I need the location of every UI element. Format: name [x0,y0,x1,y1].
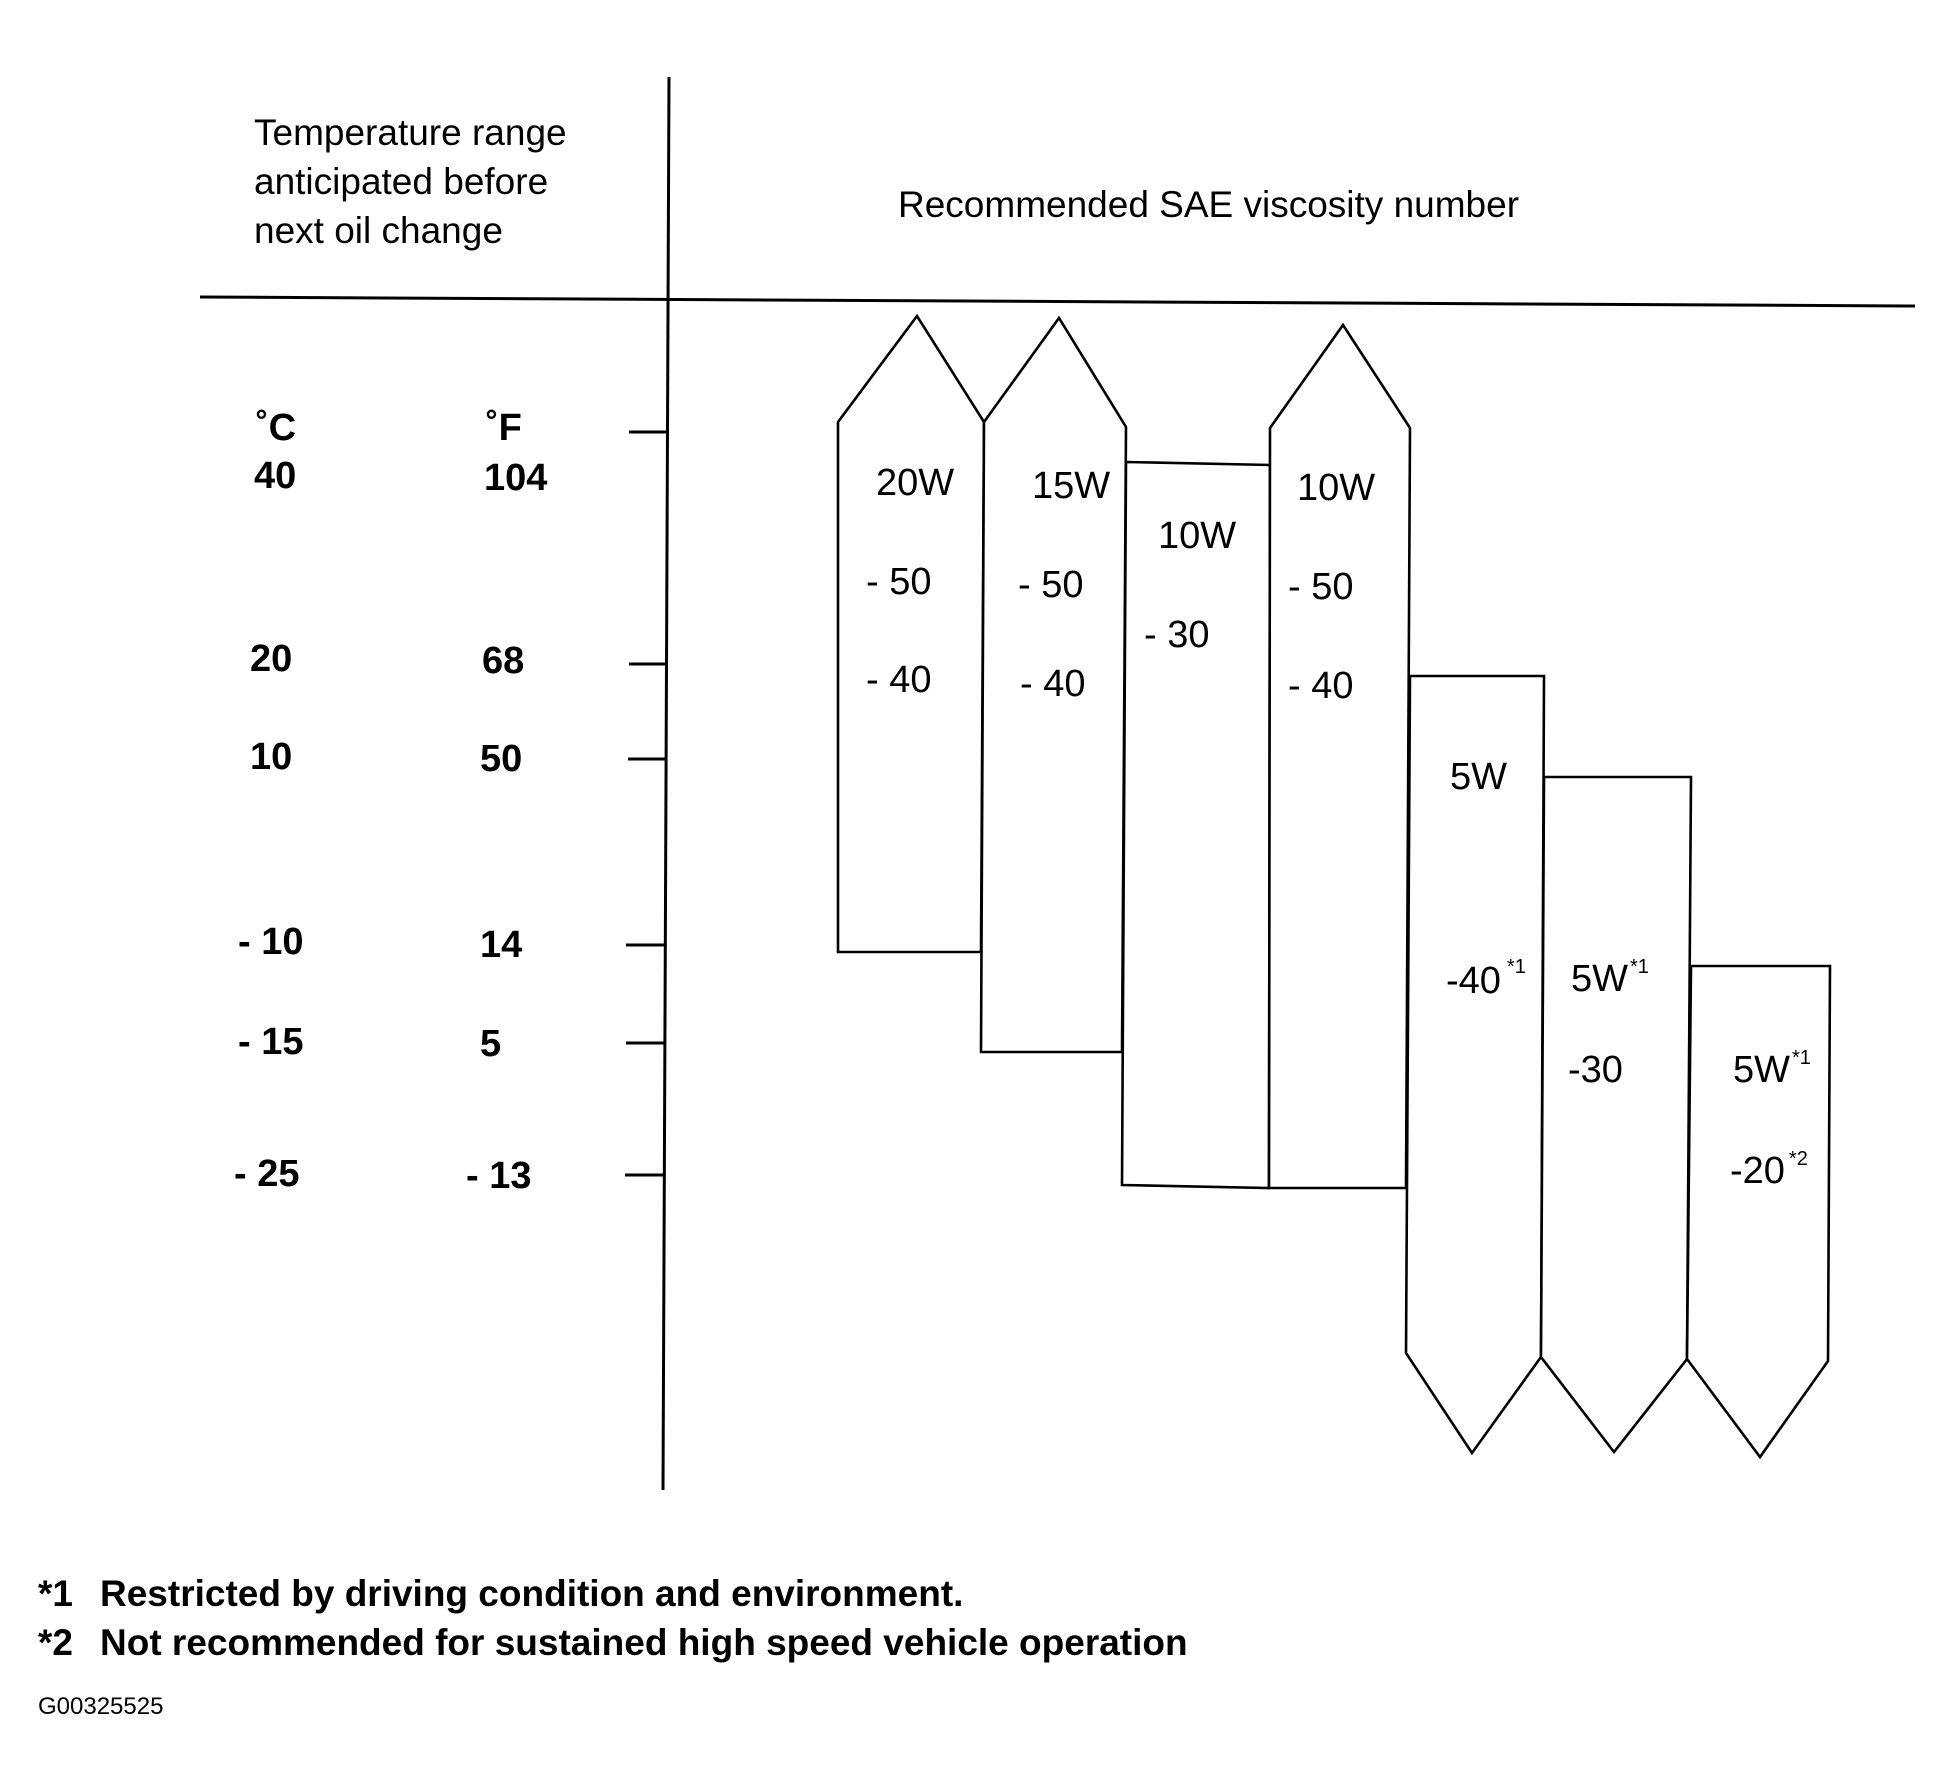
grade-value-text: -40 [1446,960,1501,1002]
fahrenheit-unit: ˚F [486,407,522,449]
grade-band-5w-20 [1687,966,1830,1457]
celsius-value: 20 [250,638,293,680]
footnote-marker: *1 [1506,956,1526,978]
grade-band-5w-40 [1406,676,1544,1453]
grade-band-shape [1122,462,1270,1188]
fahrenheit-value: - 13 [466,1155,532,1197]
footnote-marker: *1 [1792,1047,1811,1069]
celsius-value: - 25 [234,1153,300,1195]
grade-label-line: - 50 [1288,566,1354,608]
figure-code: G00325525 [38,1693,164,1720]
grade-band-5w-30 [1541,777,1691,1452]
grade-value-text: 5W [1571,958,1628,1000]
grade-label-line: - 40 [1020,663,1086,705]
celsius-value: 10 [250,736,293,778]
grade-label-line: 5W [1450,756,1507,798]
footnote-mark: *2 [38,1622,73,1663]
header-left-line-3: next oil change [254,210,503,251]
grade-label-line: -30 [1568,1049,1623,1091]
grade-band-15w-50-40 [981,318,1126,1052]
grade-band-shape [1541,777,1691,1452]
header-left-line-2: anticipated before [254,161,549,202]
celsius-value: - 15 [238,1021,304,1063]
footnote-1 [38,1573,963,1614]
grade-label-line: - 50 [1018,564,1084,606]
fahrenheit-value: 50 [480,738,523,780]
fahrenheit-value: 5 [480,1023,502,1065]
scale-row [238,921,666,966]
footnote-text: Restricted by driving condition and environment. [100,1573,964,1614]
scale-row [254,432,669,499]
grade-label-line: - 30 [1144,614,1210,656]
grade-label-line: 20W [876,462,955,504]
celsius-unit: ˚C [256,407,297,449]
grade-band-20w-50-40 [838,316,984,952]
grade-label-line: 10W [1158,515,1237,557]
grade-value-text: 5W [1733,1049,1790,1091]
grade-band-shape [1687,966,1830,1457]
footnote-marker: *1 [1630,956,1649,978]
header-right: Recommended SAE viscosity number [898,184,1520,225]
grade-label-line: 10W [1297,467,1376,509]
scale-row [250,736,667,780]
horizontal-divider [200,297,1915,306]
grade-label-line: - 40 [1288,665,1354,707]
fahrenheit-value: 14 [480,924,523,966]
grade-band-shape [1269,325,1410,1188]
footnote-2 [38,1622,1188,1663]
footnote-mark: *1 [38,1573,73,1614]
header-left-line-1: Temperature range [254,112,567,153]
fahrenheit-value: 68 [482,640,525,682]
footnote-text: Not recommended for sustained high speed vehicle operation [100,1622,1188,1663]
grade-band-10w-50-40 [1269,325,1410,1188]
grade-band-10w-30 [1122,462,1270,1188]
grade-label-line: - 40 [866,659,932,701]
grade-value-text: -20 [1730,1150,1785,1192]
scale-row [234,1153,664,1197]
scale-row [238,1021,665,1065]
celsius-value: 40 [254,455,297,497]
fahrenheit-value: 104 [484,457,548,499]
vertical-divider [663,77,669,1490]
celsius-value: - 10 [238,921,304,963]
scale-row [250,638,667,682]
footnote-marker: *2 [1788,1148,1808,1170]
grade-label-line: - 50 [866,561,932,603]
grade-label-line: 15W [1032,465,1111,507]
grade-band-shape [838,316,984,952]
